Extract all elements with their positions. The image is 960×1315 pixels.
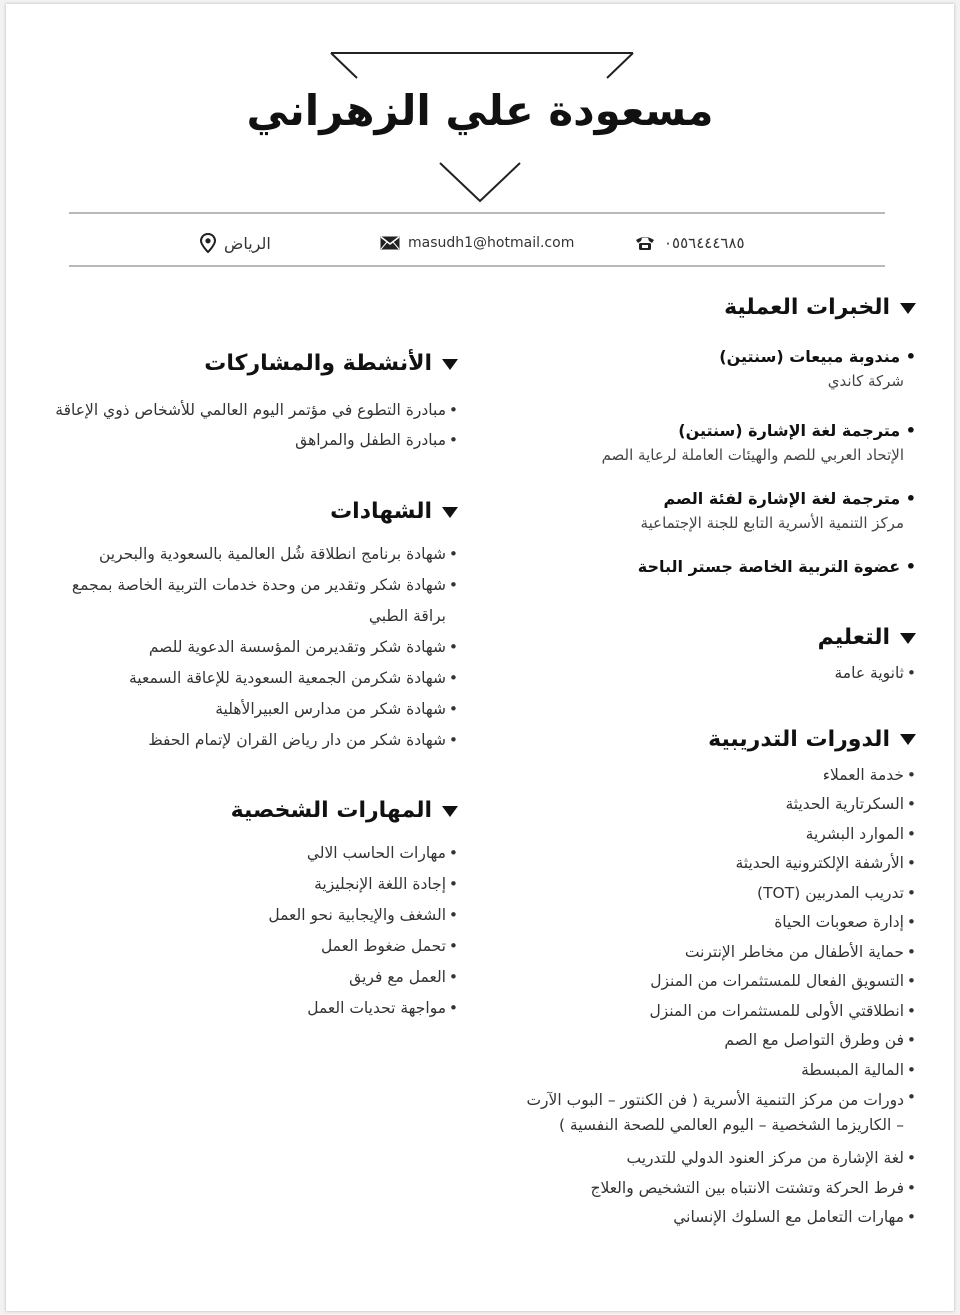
phone-icon	[634, 235, 656, 251]
caret-down-icon	[900, 303, 916, 314]
list-item: • دورات من مركز التنمية الأسرية ( فن الكنتور – البوب الآرت – الكاريزما الشخصية – اليوم العالمي للصحة النفسية )	[526, 1085, 916, 1144]
list-item: • مبادرة الطفل والمراهق	[28, 426, 458, 456]
activities-list	[28, 395, 458, 455]
certificates-list	[28, 539, 458, 756]
left-column	[28, 349, 458, 1024]
list-item: • ثانوية عامة	[526, 659, 916, 689]
list-item: • السكرتارية الحديثة	[526, 790, 916, 820]
job-organization: مركز التنمية الأسرية التابع للجنة الإجتماعية	[640, 514, 904, 532]
caret-down-icon	[442, 359, 458, 370]
list-item: • فرط الحركة وتشتت الانتباه بين التشخيص والعلاج	[526, 1174, 916, 1204]
list-item: • مهارات الحاسب الالي	[28, 838, 458, 869]
list-item: • فن وطرق التواصل مع الصم	[526, 1026, 916, 1056]
location-pin-icon	[200, 233, 216, 253]
list-item: • شهادة شكر من دار رياض القران لإتمام الحفظ	[28, 725, 458, 756]
list-item: • شهادة شكر من مدارس العبيرالأهلية	[28, 694, 458, 725]
list-item: • خدمة العملاء	[526, 761, 916, 791]
job-role: • عضوة التربية الخاصة جستر الباحة	[526, 555, 916, 579]
contact-phone	[634, 230, 745, 256]
caret-down-icon	[442, 507, 458, 518]
list-item: • مواجهة تحديات العمل	[28, 993, 458, 1024]
education-list	[526, 659, 916, 689]
bottom-divider	[69, 265, 885, 267]
list-item: • شهادة شكر وتقديرمن المؤسسة الدعوية للصم	[28, 632, 458, 663]
experience-item	[526, 345, 916, 393]
list-item: • لغة الإشارة من مركز العنود الدولي للتدريب	[526, 1144, 916, 1174]
list-item: • المالية المبسطة	[526, 1056, 916, 1086]
top-divider	[69, 212, 885, 214]
contact-location	[200, 230, 271, 256]
list-item: • تحمل ضغوط العمل	[28, 931, 458, 962]
list-item: • تدريب المدربين (TOT)	[526, 879, 916, 909]
skills-heading: المهارات الشخصية	[28, 796, 458, 826]
phone-number: ٠٥٥٦٤٤٤٦٨٥	[664, 234, 745, 252]
courses-heading: الدورات التدريبية	[526, 725, 916, 755]
experience-item	[526, 487, 916, 535]
list-item: • إدارة صعوبات الحياة	[526, 908, 916, 938]
experience-item	[526, 555, 916, 579]
envelope-icon	[380, 236, 400, 250]
caret-down-icon	[900, 633, 916, 644]
city-name: الرياض	[224, 233, 271, 253]
list-item: • التسويق الفعال للمستثمرات من المنزل	[526, 967, 916, 997]
list-item: • إجادة اللغة الإنجليزية	[28, 869, 458, 900]
email-address[interactable]: masudh1@hotmail.com	[408, 235, 575, 251]
outline-triangle-decoration	[329, 50, 635, 82]
experience-heading: الخبرات العملية	[526, 293, 916, 323]
certificates-heading: الشهادات	[28, 497, 458, 527]
list-item: • شهادة برنامج انطلاقة شُل العالمية بالسعودية والبحرين	[28, 539, 458, 570]
caret-down-icon	[900, 734, 916, 745]
caret-down-icon	[442, 806, 458, 817]
courses-list	[526, 761, 916, 1233]
experience-item	[526, 419, 916, 467]
chevron-down-decoration	[438, 160, 522, 204]
job-role: • مترجمة لغة الإشارة لفئة الصم	[526, 487, 916, 511]
job-organization: شركة كاندي	[827, 372, 904, 390]
resume-page	[6, 4, 954, 1311]
list-item: • العمل مع فريق	[28, 962, 458, 993]
list-item: • مبادرة التطوع في مؤتمر اليوم العالمي للأشخاص ذوي الإعاقة	[28, 395, 458, 426]
list-item: • شهادة شكر وتقدير من وحدة خدمات التربية الخاصة بمجمع براقة الطبي	[28, 570, 458, 632]
list-item: • شهادة شكرمن الجمعية السعودية للإعاقة السمعية	[28, 663, 458, 694]
right-column	[526, 293, 916, 1233]
list-item: • انطلاقتي الأولى للمستثمرات من المنزل	[526, 997, 916, 1027]
candidate-name: مسعودة علي الزهراني	[246, 86, 714, 135]
job-role: • مترجمة لغة الإشارة (سنتين)	[526, 419, 916, 443]
education-heading: التعليم	[526, 623, 916, 653]
contact-email	[380, 230, 574, 256]
job-organization: الإتحاد العربي للصم والهيئات العاملة لرعاية الصم	[601, 446, 904, 464]
skills-list	[28, 838, 458, 1024]
list-item: • مهارات التعامل مع السلوك الإنساني	[526, 1203, 916, 1233]
list-item: • الأرشفة الإلكترونية الحديثة	[526, 849, 916, 879]
list-item: • حماية الأطفال من مخاطر الإنترنت	[526, 938, 916, 968]
list-item: • الموارد البشرية	[526, 820, 916, 850]
list-item: • الشغف والإيجابية نحو العمل	[28, 900, 458, 931]
activities-heading: الأنشطة والمشاركات	[28, 349, 458, 379]
job-role: • مندوبة مبيعات (سنتين)	[526, 345, 916, 369]
